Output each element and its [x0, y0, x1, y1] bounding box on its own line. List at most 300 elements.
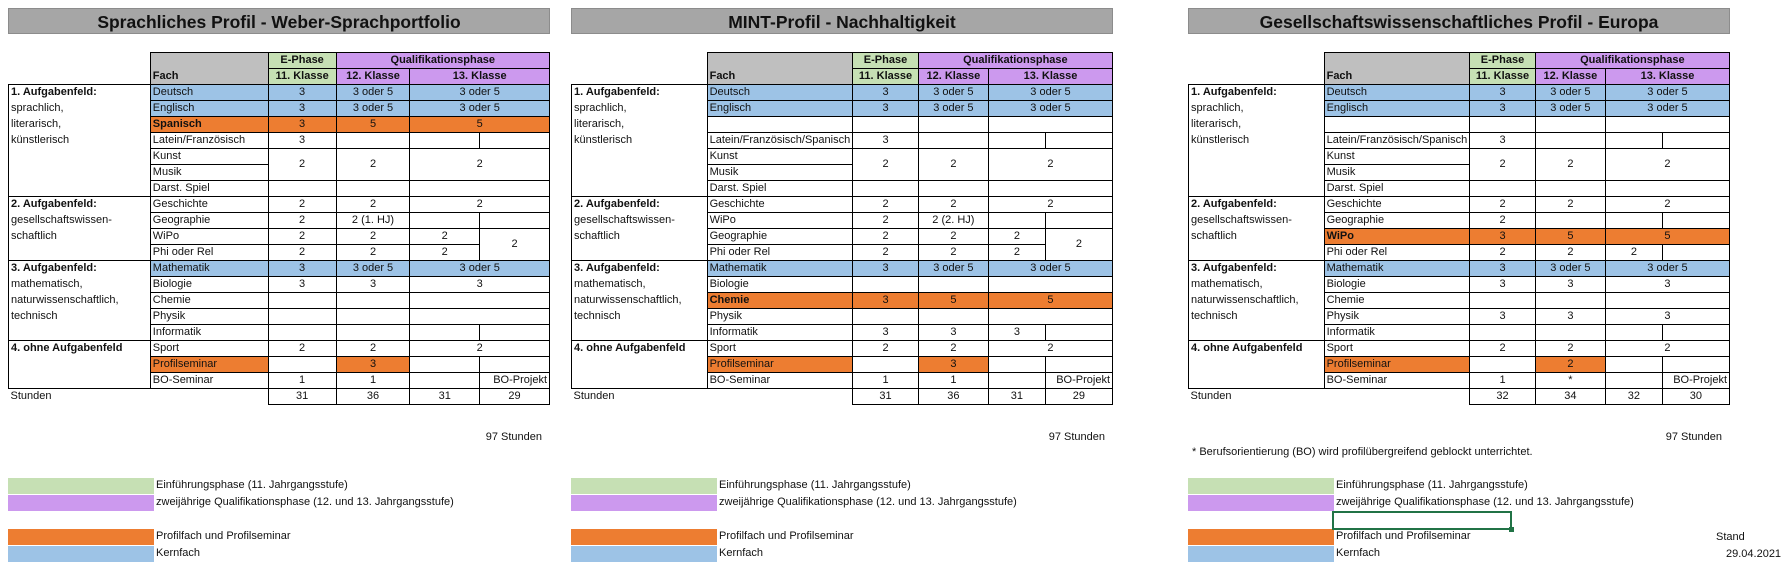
total-hours: 97 Stunden — [1665, 431, 1722, 443]
table-cell — [918, 117, 988, 133]
table-cell: 3 oder 5 — [1605, 261, 1729, 277]
table-cell — [1662, 133, 1729, 149]
legend-profilfach — [571, 529, 1071, 545]
table-cell: 3 oder 5 — [1535, 261, 1605, 277]
table-cell: 3 oder 5 — [1535, 101, 1605, 117]
table-cell — [410, 357, 480, 373]
stand-date: 29.04.2021 — [1726, 548, 1782, 560]
stunden-value: 31 — [410, 389, 480, 405]
table-cell: 3 oder 5 — [1605, 85, 1729, 101]
table-cell: 2 — [268, 341, 336, 357]
aufgabenfeld-empty — [9, 357, 151, 373]
table-cell — [1045, 213, 1112, 229]
table-row — [9, 149, 550, 165]
table-cell: BO-Projekt — [1045, 373, 1112, 389]
profile-title: Gesellschaftswissenschaftliches Profil - Europa — [1188, 8, 1730, 34]
table-cell: 2 — [268, 197, 336, 213]
table-cell: 2 — [268, 229, 336, 245]
table-cell: 3 — [1470, 277, 1536, 293]
table-cell: 3 — [988, 325, 1045, 341]
stunden-value: 31 — [268, 389, 336, 405]
table-cell: 2 — [918, 149, 988, 181]
table-cell: 3 oder 5 — [918, 261, 988, 277]
table-cell — [853, 277, 919, 293]
table-cell — [410, 213, 480, 229]
stunden-label: Stunden — [10, 390, 52, 403]
aufgabenfeld-empty — [572, 165, 708, 181]
table-cell: 5 — [988, 293, 1112, 309]
table-cell — [1535, 213, 1605, 229]
fach-cell: Profilseminar — [150, 357, 268, 373]
table-row — [9, 357, 550, 373]
aufgabenfeld-label: künstlerisch — [1189, 133, 1325, 149]
table-row — [1189, 181, 1730, 197]
aufgabenfeld-label: technisch — [572, 309, 708, 325]
aufgabenfeld-empty — [9, 245, 151, 261]
aufgabenfeld-empty — [1189, 357, 1325, 373]
table-cell: 2 — [336, 341, 410, 357]
fach-cell: Biologie — [150, 277, 268, 293]
table-cell: 3 — [268, 85, 336, 101]
klasse-11-header: 11. Klasse — [853, 69, 919, 85]
fach-cell: Physik — [707, 309, 853, 325]
fach-cell: Chemie — [1324, 293, 1470, 309]
fach-cell: Chemie — [707, 293, 853, 309]
legend-text: Einführungsphase (11. Jahrgangsstufe) — [1336, 479, 1528, 491]
table-cell — [410, 325, 480, 341]
fach-cell: Musik — [1324, 165, 1470, 181]
fach-cell: Deutsch — [1324, 85, 1470, 101]
table-cell: 3 — [268, 133, 336, 149]
fach-cell: Mathematik — [150, 261, 268, 277]
stunden-value: 32 — [1470, 389, 1536, 405]
table-cell: 3 — [853, 293, 919, 309]
table-cell — [988, 277, 1112, 293]
table-row — [572, 309, 1113, 325]
table-cell: 2 — [1605, 197, 1729, 213]
table-cell: 5 — [1535, 229, 1605, 245]
fach-cell: Kunst — [150, 149, 268, 165]
fach-cell — [1324, 117, 1470, 133]
legend-text: Profilfach und Profilseminar — [719, 530, 854, 542]
legend-swatch — [571, 546, 717, 562]
fach-cell: WiPo — [150, 229, 268, 245]
aufgabenfeld-label: mathematisch, — [1189, 277, 1325, 293]
fach-cell: Phi oder Rel — [707, 245, 853, 261]
stundentafel-table — [571, 52, 1113, 405]
table-cell — [1470, 117, 1536, 133]
fach-cell: WiPo — [707, 213, 853, 229]
aufgabenfeld-label: künstlerisch — [572, 133, 708, 149]
table-cell — [410, 181, 550, 197]
table-cell — [1662, 325, 1729, 341]
table-cell: 2 — [336, 197, 410, 213]
qualifikationsphase-header: Qualifikationsphase — [1535, 53, 1729, 69]
aufgabenfeld-label: literarisch, — [572, 117, 708, 133]
table-row — [1189, 229, 1730, 245]
legend-swatch — [1188, 546, 1334, 562]
aufgabenfeld-empty — [9, 373, 151, 389]
legend-swatch — [8, 478, 154, 494]
table-cell: 3 — [1470, 229, 1536, 245]
table-cell — [410, 293, 550, 309]
table-cell: 3 — [853, 261, 919, 277]
aufgabenfeld-label: naturwissenschaftlich, — [1189, 293, 1325, 309]
table-cell: 2 — [268, 149, 336, 181]
stunden-label: Stunden — [1190, 390, 1232, 403]
table-cell — [1662, 213, 1729, 229]
aufgabenfeld-label: sprachlich, — [9, 101, 151, 117]
table-row — [572, 325, 1113, 341]
aufgabenfeld-empty — [9, 165, 151, 181]
table-row — [1189, 85, 1730, 101]
fill-handle[interactable] — [1509, 527, 1514, 532]
aufgabenfeld-label: 3. Aufgabenfeld: — [572, 261, 708, 277]
table-row — [9, 101, 550, 117]
table-row — [572, 181, 1113, 197]
fach-cell: Sport — [1324, 341, 1470, 357]
aufgabenfeld-empty — [1189, 181, 1325, 197]
total-hours: 97 Stunden — [1048, 431, 1105, 443]
table-cell: BO-Projekt — [1662, 373, 1729, 389]
legend-profilfach — [8, 529, 508, 545]
fach-cell: Darst. Spiel — [1324, 181, 1470, 197]
table-cell: 5 — [1605, 229, 1729, 245]
stunden-row — [1189, 389, 1730, 405]
legend-swatch — [1188, 529, 1334, 545]
table-cell: 2 — [410, 245, 480, 261]
klasse-13-header: 13. Klasse — [988, 69, 1112, 85]
fach-cell: Geschichte — [1324, 197, 1470, 213]
stunden-value: 29 — [1045, 389, 1112, 405]
table-cell — [1535, 293, 1605, 309]
table-cell — [1470, 357, 1536, 373]
fach-cell: Kunst — [707, 149, 853, 165]
table-cell: 2 — [918, 245, 988, 261]
table-cell — [336, 293, 410, 309]
table-cell: 2 — [853, 213, 919, 229]
table-cell — [1605, 357, 1662, 373]
fach-cell: BO-Seminar — [150, 373, 268, 389]
table-cell — [410, 373, 480, 389]
aufgabenfeld-empty — [1189, 245, 1325, 261]
table-cell: 2 — [410, 229, 480, 245]
table-cell — [410, 309, 550, 325]
table-cell — [1324, 389, 1470, 405]
table-cell — [1662, 357, 1729, 373]
table-cell: 3 oder 5 — [410, 85, 550, 101]
table-cell — [336, 181, 410, 197]
table-cell: 3 — [1470, 261, 1536, 277]
table-cell: 3 oder 5 — [410, 101, 550, 117]
legend-q-phase — [571, 495, 1071, 511]
aufgabenfeld-label: literarisch, — [9, 117, 151, 133]
legend-text: Profilfach und Profilseminar — [156, 530, 291, 542]
fach-cell: BO-Seminar — [707, 373, 853, 389]
table-cell — [1045, 325, 1112, 341]
table-row — [9, 293, 550, 309]
fach-cell: Musik — [707, 165, 853, 181]
table-cell: 2 (1. HJ) — [336, 213, 410, 229]
table-cell: 2 — [1470, 245, 1536, 261]
stunden-value: 31 — [988, 389, 1045, 405]
table-cell: 3 — [268, 261, 336, 277]
fach-cell: Darst. Spiel — [150, 181, 268, 197]
table-cell — [1605, 181, 1729, 197]
table-cell: 1 — [918, 373, 988, 389]
legend-text: zweijährige Qualifikationsphase (12. und 13. Jahrgangsstufe) — [156, 496, 454, 508]
stunden-value: 30 — [1662, 389, 1729, 405]
table-cell: 3 oder 5 — [336, 261, 410, 277]
aufgabenfeld-label: künstlerisch — [9, 133, 151, 149]
legend-e-phase — [8, 478, 508, 494]
table-cell: 3 oder 5 — [918, 101, 988, 117]
table-row — [9, 133, 550, 149]
fach-header: Fach — [1324, 53, 1470, 85]
aufgabenfeld-label: 2. Aufgabenfeld: — [9, 197, 151, 213]
table-cell — [480, 325, 550, 341]
fach-cell: WiPo — [1324, 229, 1470, 245]
profile-panel — [571, 8, 1113, 443]
table-cell: 3 — [853, 325, 919, 341]
fach-cell: Informatik — [150, 325, 268, 341]
table-row — [1189, 133, 1730, 149]
table-row — [9, 341, 550, 357]
fach-cell: Kunst — [1324, 149, 1470, 165]
table-cell — [268, 357, 336, 373]
fach-cell — [707, 117, 853, 133]
legend-swatch — [8, 529, 154, 545]
table-cell — [918, 309, 988, 325]
klasse-12-header: 12. Klasse — [918, 69, 988, 85]
table-row — [572, 117, 1113, 133]
aufgabenfeld-label: 4. ohne Aufgabenfeld — [9, 341, 151, 357]
table-cell: 2 — [988, 197, 1112, 213]
fach-cell: Latein/Französisch/Spanisch — [1324, 133, 1470, 149]
table-row — [9, 373, 550, 389]
table-cell — [1605, 373, 1662, 389]
fach-cell: Latein/Französisch — [150, 133, 268, 149]
fach-header: Fach — [707, 53, 853, 85]
table-row — [572, 261, 1113, 277]
fach-cell: Profilseminar — [1324, 357, 1470, 373]
table-row — [1189, 373, 1730, 389]
table-cell: 2 — [1535, 245, 1605, 261]
table-cell: 2 — [988, 149, 1112, 181]
table-cell: 3 oder 5 — [988, 261, 1112, 277]
aufgabenfeld-empty — [572, 373, 708, 389]
aufgabenfeld-empty — [1189, 149, 1325, 165]
fach-cell: Phi oder Rel — [1324, 245, 1470, 261]
table-cell — [1535, 181, 1605, 197]
profile-title: MINT-Profil - Nachhaltigkeit — [571, 8, 1113, 34]
profile-title: Sprachliches Profil - Weber-Sprachportfolio — [8, 8, 550, 34]
legend-text: Kernfach — [719, 547, 764, 559]
aufgabenfeld-empty — [572, 325, 708, 341]
table-cell: 2 — [988, 229, 1045, 245]
table-cell — [1470, 325, 1536, 341]
selected-cell[interactable] — [1332, 511, 1512, 530]
table-cell: 3 — [853, 133, 919, 149]
table-cell: 2 — [853, 197, 919, 213]
legend-swatch — [8, 546, 154, 562]
aufgabenfeld-label: 1. Aufgabenfeld: — [572, 85, 708, 101]
table-cell: 2 — [1605, 149, 1729, 181]
legend-swatch — [571, 478, 717, 494]
fach-cell: Deutsch — [707, 85, 853, 101]
aufgabenfeld-empty — [572, 181, 708, 197]
table-cell: 2 — [480, 229, 550, 261]
fach-header: Fach — [150, 53, 268, 85]
table-cell: 2 — [268, 213, 336, 229]
fach-cell: BO-Seminar — [1324, 373, 1470, 389]
fach-cell: Deutsch — [150, 85, 268, 101]
table-cell: 3 oder 5 — [1535, 85, 1605, 101]
aufgabenfeld-label: schaftlich — [572, 229, 708, 245]
table-cell: 1 — [268, 373, 336, 389]
aufgabenfeld-empty — [1189, 325, 1325, 341]
aufgabenfeld-label: schaftlich — [1189, 229, 1325, 245]
table-cell — [268, 309, 336, 325]
table-cell: 2 — [1470, 197, 1536, 213]
table-cell: 5 — [336, 117, 410, 133]
table-row — [1189, 325, 1730, 341]
aufgabenfeld-empty — [572, 149, 708, 165]
table-cell: 2 — [1470, 149, 1536, 181]
aufgabenfeld-label: gesellschaftswissen- — [1189, 213, 1325, 229]
table-cell: 1 — [336, 373, 410, 389]
table-row — [1189, 357, 1730, 373]
legend-swatch — [1188, 495, 1334, 511]
table-cell: 3 — [1470, 85, 1536, 101]
table-cell — [268, 293, 336, 309]
aufgabenfeld-label: technisch — [1189, 309, 1325, 325]
aufgabenfeld-label: naturwissenschaftlich, — [9, 293, 151, 309]
table-cell — [480, 213, 550, 229]
stand-label: Stand — [1716, 531, 1745, 543]
table-row — [1189, 197, 1730, 213]
klasse-12-header: 12. Klasse — [336, 69, 410, 85]
fach-cell: Profilseminar — [707, 357, 853, 373]
table-cell: 2 — [918, 229, 988, 245]
fach-cell: Geographie — [150, 213, 268, 229]
table-cell — [410, 133, 480, 149]
aufgabenfeld-label: 1. Aufgabenfeld: — [9, 85, 151, 101]
table-cell: 2 — [1535, 341, 1605, 357]
fach-cell: Englisch — [150, 101, 268, 117]
stunden-row — [9, 389, 550, 405]
fach-cell: Mathematik — [1324, 261, 1470, 277]
table-cell: 3 oder 5 — [336, 85, 410, 101]
aufgabenfeld-empty — [9, 325, 151, 341]
table-row — [572, 133, 1113, 149]
stunden-value: 32 — [1605, 389, 1662, 405]
fach-cell: Sport — [707, 341, 853, 357]
klasse-13-header: 13. Klasse — [1605, 69, 1729, 85]
table-row — [9, 261, 550, 277]
table-row — [9, 85, 550, 101]
table-cell: 3 — [336, 277, 410, 293]
table-cell: 2 — [988, 245, 1045, 261]
fach-cell: Physik — [1324, 309, 1470, 325]
table-row — [572, 277, 1113, 293]
fach-cell: Geographie — [1324, 213, 1470, 229]
table-cell: 3 oder 5 — [410, 261, 550, 277]
e-phase-header: E-Phase — [853, 53, 919, 69]
fach-cell: Englisch — [707, 101, 853, 117]
legend-text: Einführungsphase (11. Jahrgangsstufe) — [156, 479, 348, 491]
table-cell: 3 oder 5 — [988, 101, 1112, 117]
aufgabenfeld-empty — [1189, 373, 1325, 389]
stundentafel-table — [8, 52, 550, 405]
table-row — [1189, 149, 1730, 165]
legend-e-phase — [571, 478, 1071, 494]
stundentafel-table — [1188, 52, 1730, 405]
table-cell: 5 — [410, 117, 550, 133]
legend-q-phase — [8, 495, 508, 511]
fach-cell: Phi oder Rel — [150, 245, 268, 261]
table-row — [572, 245, 1113, 261]
table-cell — [988, 133, 1045, 149]
klasse-12-header: 12. Klasse — [1535, 69, 1605, 85]
table-cell: 2 — [268, 245, 336, 261]
table-cell: 3 — [1470, 101, 1536, 117]
table-cell — [988, 373, 1045, 389]
table-cell — [1470, 181, 1536, 197]
aufgabenfeld-label: gesellschaftswissen- — [572, 213, 708, 229]
table-row — [572, 85, 1113, 101]
table-row — [572, 213, 1113, 229]
table-cell: 2 — [1605, 245, 1662, 261]
table-cell — [336, 325, 410, 341]
stunden-value: 29 — [480, 389, 550, 405]
table-cell: 2 — [1535, 197, 1605, 213]
table-cell: 3 — [268, 277, 336, 293]
aufgabenfeld-label: mathematisch, — [9, 277, 151, 293]
table-row — [9, 117, 550, 133]
table-row — [572, 357, 1113, 373]
table-cell — [988, 213, 1045, 229]
table-cell: BO-Projekt — [480, 373, 550, 389]
table-cell: 2 — [336, 149, 410, 181]
aufgabenfeld-label: schaftlich — [9, 229, 151, 245]
total-hours: 97 Stunden — [485, 431, 542, 443]
table-cell: 3 — [410, 277, 550, 293]
fach-cell: Mathematik — [707, 261, 853, 277]
stunden-value: 36 — [336, 389, 410, 405]
klasse-11-header: 11. Klasse — [268, 69, 336, 85]
table-row — [1189, 341, 1730, 357]
table-cell: 3 oder 5 — [336, 101, 410, 117]
table-cell: 3 oder 5 — [1605, 101, 1729, 117]
table-cell: 3 — [268, 117, 336, 133]
fach-cell: Sport — [150, 341, 268, 357]
qualifikationsphase-header: Qualifikationsphase — [918, 53, 1112, 69]
fach-cell: Latein/Französisch/Spanisch — [707, 133, 853, 149]
aufgabenfeld-label: technisch — [9, 309, 151, 325]
table-row — [9, 229, 550, 245]
table-row — [1189, 101, 1730, 117]
table-cell: 3 — [1470, 309, 1536, 325]
table-cell — [918, 181, 988, 197]
table-cell: 2 — [410, 149, 550, 181]
table-cell: 3 — [1605, 309, 1729, 325]
aufgabenfeld-label: naturwissenschaftlich, — [572, 293, 708, 309]
aufgabenfeld-label: 1. Aufgabenfeld: — [1189, 85, 1325, 101]
klasse-13-header: 13. Klasse — [410, 69, 550, 85]
legend-text: Kernfach — [1336, 547, 1381, 559]
table-row — [9, 309, 550, 325]
